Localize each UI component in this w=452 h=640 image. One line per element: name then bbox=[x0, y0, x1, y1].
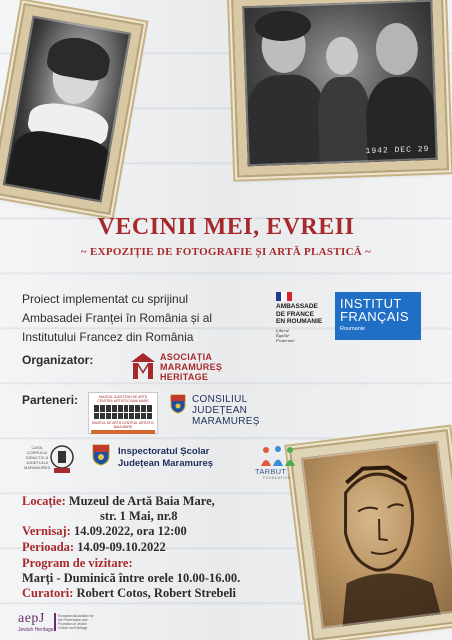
location-info bbox=[22, 494, 215, 509]
project-support-text bbox=[22, 290, 262, 347]
casa-line: CORPULUI bbox=[26, 450, 48, 455]
photo-family bbox=[242, 0, 437, 166]
location-key: Locație: bbox=[22, 494, 66, 508]
motto-egalite: Égalité bbox=[276, 332, 289, 338]
photo-frame-girl bbox=[0, 5, 142, 213]
motto-liberte: Liberté bbox=[276, 327, 289, 333]
institut-line: INSTITUT bbox=[340, 296, 402, 311]
location-value: Muzeul de Artă Baia Mare, bbox=[65, 494, 215, 508]
aepj-description: European Association for the Preservation and Promotion of Jewish Culture and Heritage bbox=[58, 614, 94, 630]
inspectorate-line: Județean Maramureș bbox=[118, 458, 214, 469]
vernisaj-info bbox=[22, 524, 187, 539]
period-key: Perioada: bbox=[22, 540, 75, 554]
museum-pattern-icon bbox=[94, 405, 152, 419]
school-inspectorate-crest-icon bbox=[92, 444, 110, 466]
embassy-motto bbox=[276, 328, 336, 343]
period-value: 14.09-09.10.2022 bbox=[74, 540, 166, 554]
tarbut-name: TARBUT bbox=[255, 467, 287, 476]
embassy-line: AMBASSADE bbox=[276, 303, 318, 310]
casa-line: DIDACTIC A bbox=[25, 455, 49, 460]
organizer-name-line: MARAMUREȘ bbox=[160, 362, 223, 372]
man-body-shape bbox=[365, 76, 438, 176]
museum-logo-bottom-text: MUZEUL DE ARTĂ CENTRUL ARTISTIC BAIA MARE bbox=[91, 421, 155, 429]
council-line: JUDEȚEAN bbox=[192, 405, 248, 416]
casa-line: MARAMUREȘ bbox=[23, 465, 50, 470]
organizer-name bbox=[160, 352, 222, 382]
period-info bbox=[22, 540, 166, 555]
casa-line: CASA bbox=[31, 445, 43, 450]
exhibition-title: VECINII MEI, EVREII bbox=[97, 214, 355, 240]
institut-country: Roumanie bbox=[340, 326, 366, 332]
museum-logo-bar bbox=[91, 430, 155, 434]
french-flag-icon bbox=[276, 292, 292, 301]
county-council-name bbox=[192, 394, 260, 427]
boy-face-shape bbox=[325, 36, 358, 75]
man-face-shape bbox=[375, 22, 419, 75]
embassy-line: DE FRANCE bbox=[276, 310, 314, 318]
curators-key: Curatori: bbox=[22, 586, 74, 600]
aepj-subtitle: Jewish Heritage bbox=[18, 627, 54, 633]
project-line: Proiect implementat cu sprijinul bbox=[22, 292, 189, 306]
motto-fraternite: Fraternité bbox=[276, 337, 295, 343]
inspectorate-line: Inspectoratul Școlar bbox=[118, 446, 210, 457]
maramures-heritage-icon bbox=[130, 352, 156, 380]
art-museum-logo bbox=[88, 392, 158, 434]
school-inspectorate-name bbox=[118, 446, 213, 470]
casa-corpului-didactic-icon bbox=[50, 444, 74, 474]
aepj-divider bbox=[54, 613, 56, 631]
tarbut-foundation-label: FOUNDATION bbox=[263, 476, 291, 480]
embassy-line: EN ROUMANIE bbox=[276, 318, 323, 325]
program-key: Program de vizitare: bbox=[22, 556, 133, 570]
project-line: Institutului Francez din România bbox=[22, 330, 194, 344]
county-council-crest-icon bbox=[170, 394, 186, 414]
sketch-portrait bbox=[301, 441, 452, 629]
partners-label: Parteneri: bbox=[22, 393, 79, 407]
vernisaj-value: 14.09.2022, ora 12:00 bbox=[70, 524, 187, 538]
photo-frame-sketch bbox=[291, 431, 452, 639]
curators-info bbox=[22, 586, 236, 601]
exhibition-subtitle: ~ EXPOZIȚIE DE FOTOGRAFIE ȘI ARTĂ PLASTICĂ ~ bbox=[80, 246, 372, 258]
organizer-name-line: HERITAGE bbox=[160, 372, 209, 382]
aepj-logo: aepJ bbox=[18, 611, 45, 626]
curators-value: Robert Cotos, Robert Strebeli bbox=[73, 586, 236, 600]
council-line: MARAMUREȘ bbox=[192, 416, 260, 427]
location-address: str. 1 Mai, nr.8 bbox=[100, 509, 178, 523]
organizer-name-line: ASOCIAȚIA bbox=[160, 352, 213, 362]
project-line: Ambasadei Franței în România și al bbox=[22, 311, 213, 325]
organizer-label: Organizator: bbox=[22, 353, 94, 367]
council-line: CONSILIUL bbox=[192, 394, 248, 405]
institut-line: FRANÇAIS bbox=[340, 309, 409, 324]
vernisaj-key: Vernisaj: bbox=[22, 524, 71, 538]
embassy-france-logo bbox=[276, 292, 336, 343]
program-info bbox=[22, 556, 133, 571]
sketch-drawing-icon bbox=[301, 441, 452, 632]
casa-corpului-didactic-name bbox=[22, 445, 52, 470]
institut-francais-logo bbox=[335, 292, 421, 340]
photo-date-stamp: 1942 DEC 29 bbox=[365, 144, 430, 157]
casa-line: JUDEȚULUI bbox=[25, 460, 48, 465]
photo-girl bbox=[3, 16, 131, 203]
program-hours: Marți - Duminică între orele 10.00-16.00. bbox=[22, 571, 241, 585]
boy-body-shape bbox=[317, 76, 372, 168]
photo-frame-family bbox=[233, 0, 447, 176]
museum-logo-top-text: MUZEUL JUDEȚEAN DE ARTĂ CENTRUL ARTISTIC BAIA MARE bbox=[97, 395, 149, 403]
tarbut-people-icon bbox=[258, 444, 298, 468]
woman-body-shape bbox=[245, 74, 328, 176]
